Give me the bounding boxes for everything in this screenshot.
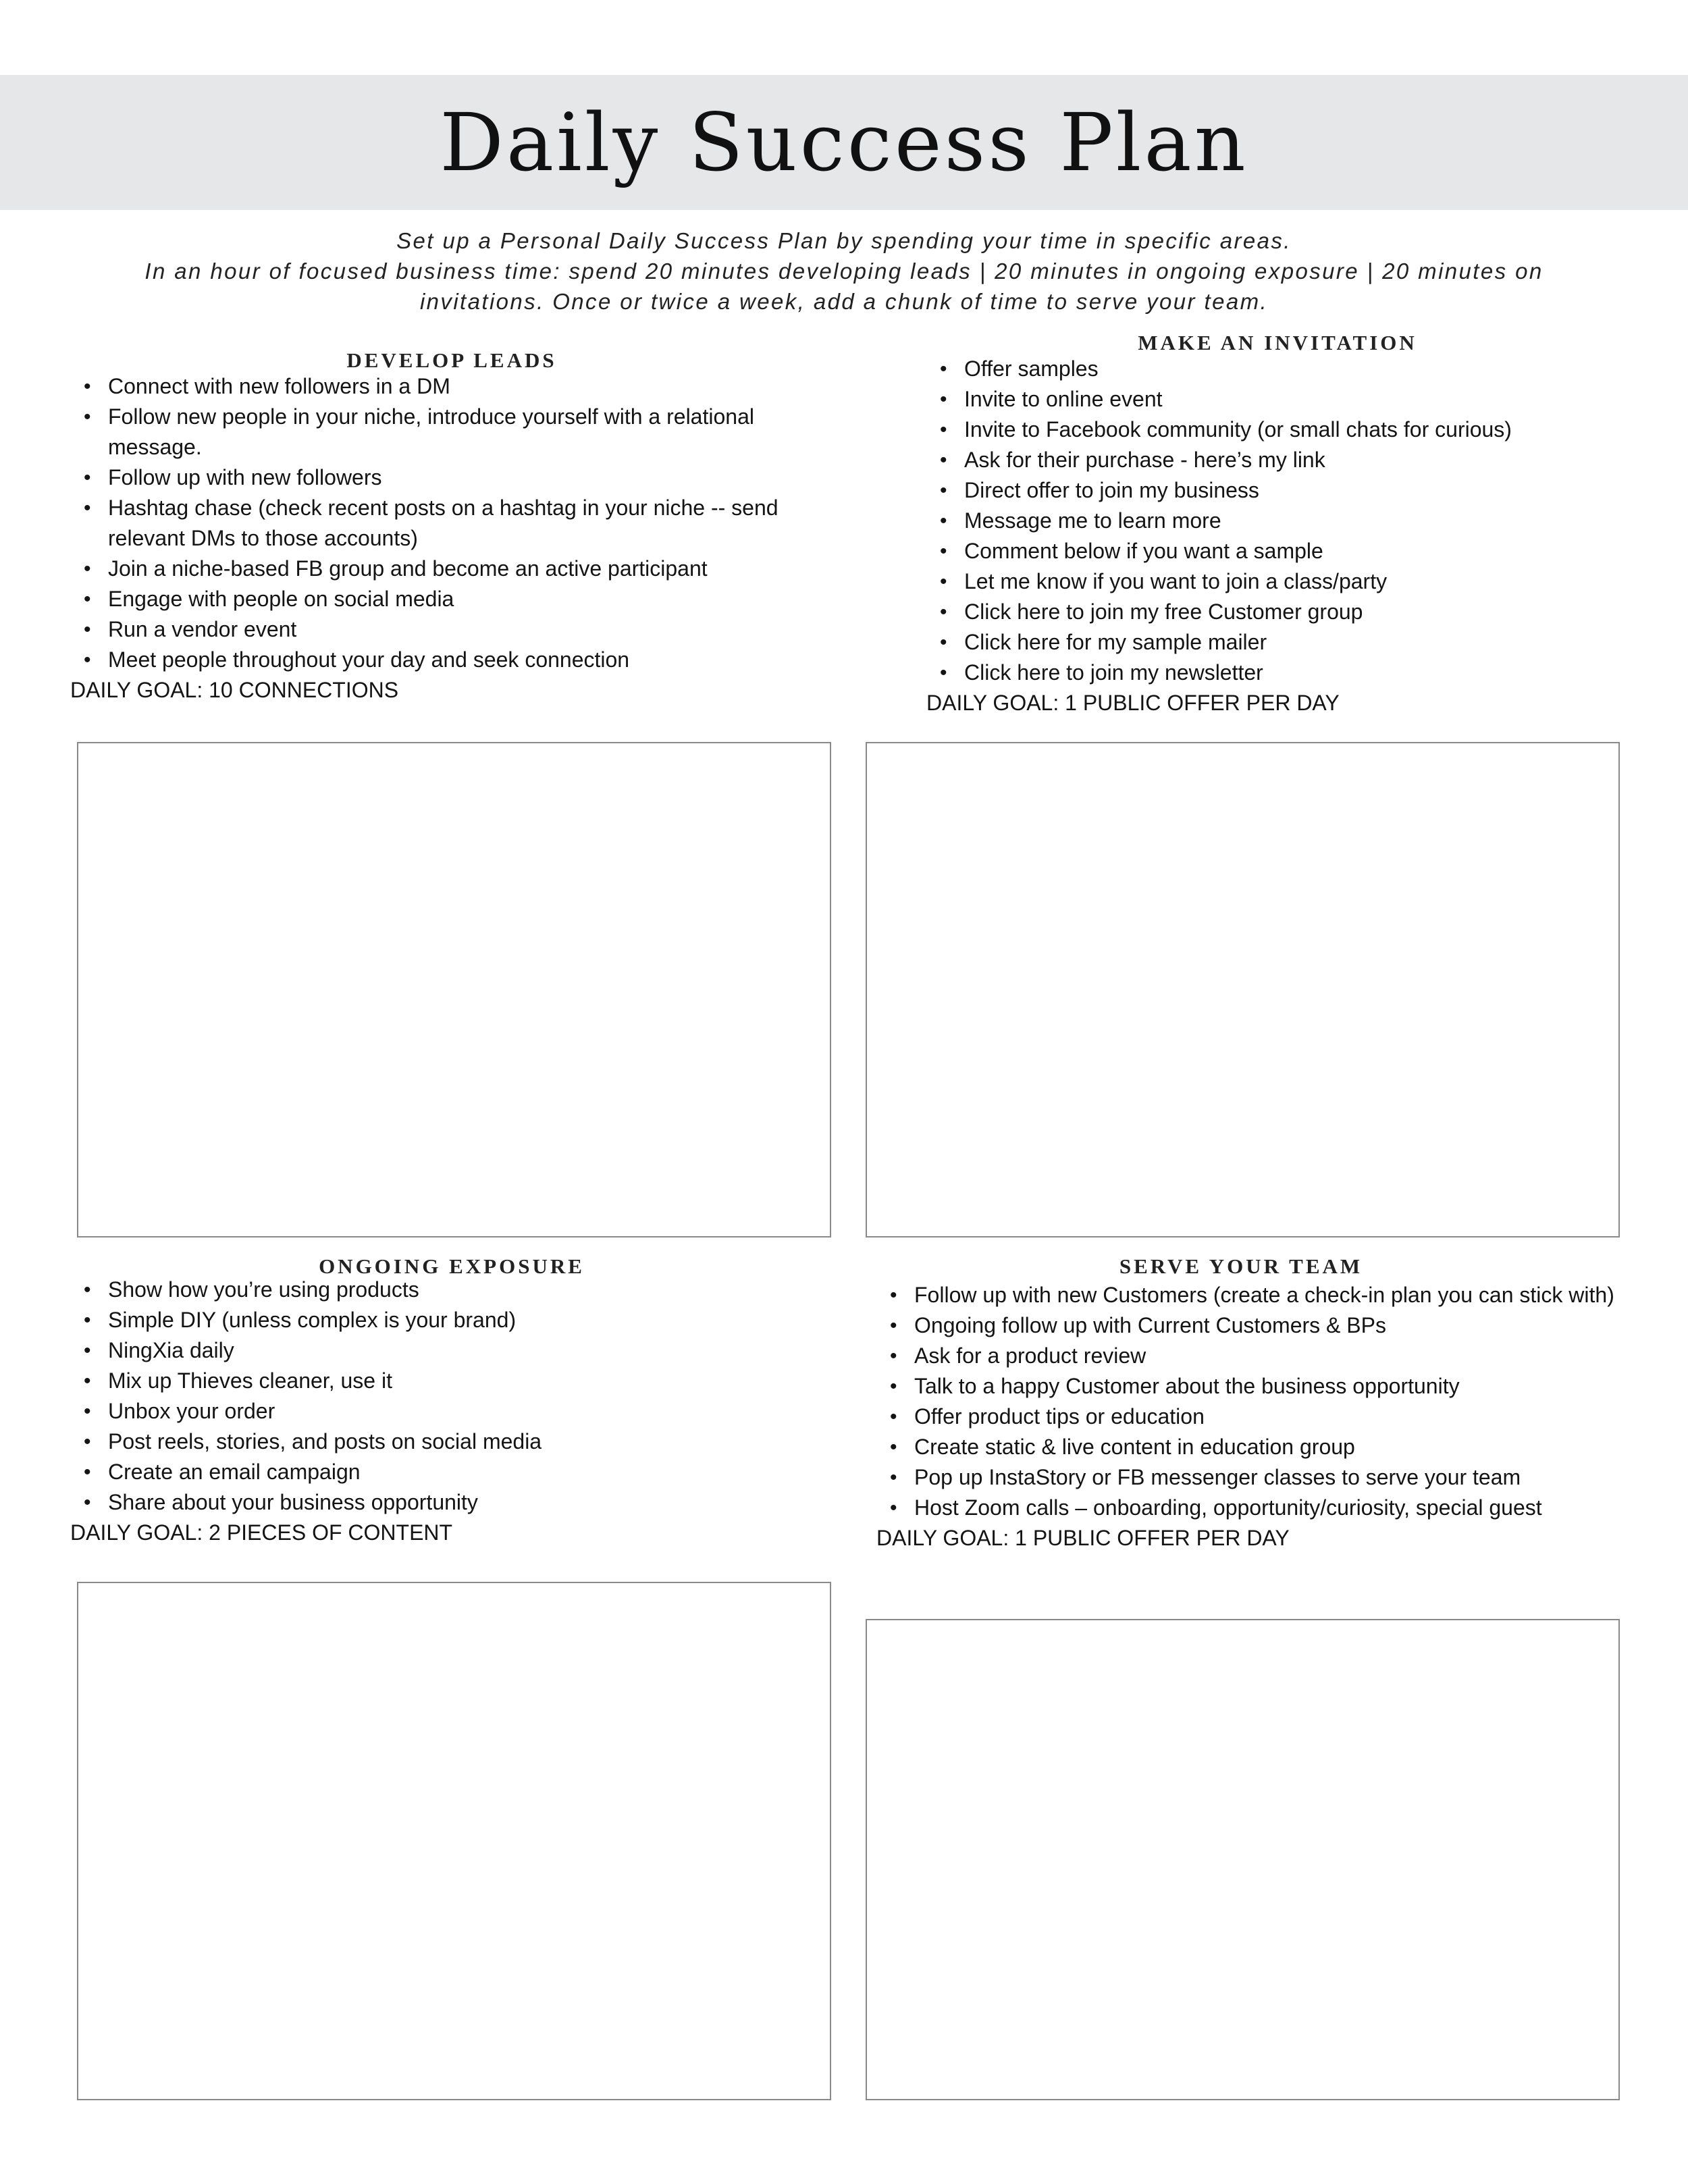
- section-develop-leads: [70, 347, 826, 705]
- list-item: • NingXia daily: [70, 1335, 826, 1366]
- list-item: • Simple DIY (unless complex is your brand): [70, 1305, 826, 1335]
- section-ongoing-exposure: [70, 1253, 826, 1548]
- notes-box-make-invitation[interactable]: [866, 742, 1620, 1237]
- list-item: • Ongoing follow up with Current Customers & BPs: [876, 1310, 1619, 1341]
- daily-goal: DAILY GOAL: 10 CONNECTIONS: [70, 678, 399, 702]
- intro-line: In an hour of focused business time: spend 20 minutes developing leads | 20 minutes in ongoing exposure | 20 minutes on invitations. Once or twice a week, add a chunk of time to serve your team.: [144, 259, 1544, 314]
- list-item: • Create an email campaign: [70, 1457, 826, 1487]
- list-item: • Offer product tips or education: [876, 1402, 1619, 1432]
- daily-goal: DAILY GOAL: 2 PIECES OF CONTENT: [70, 1520, 453, 1545]
- list-item: • Join a niche-based FB group and become an active participant: [70, 554, 826, 584]
- daily-goal: DAILY GOAL: 1 PUBLIC OFFER PER DAY: [926, 691, 1340, 715]
- list-item: • Share about your business opportunity: [70, 1487, 826, 1518]
- list-item: • Ask for their purchase - here’s my link: [926, 445, 1635, 475]
- list-item: • Ask for a product review: [876, 1341, 1619, 1371]
- list-item: • Comment below if you want a sample: [926, 536, 1635, 566]
- list-item: • Click here to join my newsletter: [926, 658, 1635, 688]
- section-title: SERVE YOUR TEAM: [1119, 1254, 1363, 1278]
- list-item: • Follow new people in your niche, introduce yourself with a relational message.: [70, 402, 826, 462]
- notes-box-ongoing-exposure[interactable]: [77, 1582, 831, 2100]
- list-item: • Follow up with new followers: [70, 462, 826, 493]
- list-item: • Host Zoom calls – onboarding, opportunity/curiosity, special guest: [876, 1493, 1619, 1523]
- list-item: • Unbox your order: [70, 1396, 826, 1427]
- list-item: • Follow up with new Customers (create a check-in plan you can stick with): [876, 1280, 1619, 1310]
- intro-text: [122, 225, 1566, 317]
- list-item: • Click here to join my free Customer group: [926, 597, 1635, 627]
- section-title: MAKE AN INVITATION: [1138, 331, 1417, 354]
- list-item: • Pop up InstaStory or FB messenger classes to serve your team: [876, 1462, 1619, 1493]
- section-title: DEVELOP LEADS: [346, 348, 557, 372]
- list-item: • Mix up Thieves cleaner, use it: [70, 1366, 826, 1396]
- list-item: • Connect with new followers in a DM: [70, 371, 826, 402]
- ongoing-exposure-list: [70, 1275, 826, 1518]
- list-item: • Talk to a happy Customer about the business opportunity: [876, 1371, 1619, 1402]
- list-item: • Direct offer to join my business: [926, 475, 1635, 506]
- develop-leads-list: [70, 371, 826, 675]
- list-item: • Invite to online event: [926, 384, 1635, 415]
- list-item: • Let me know if you want to join a class/party: [926, 566, 1635, 597]
- section-title: ONGOING EXPOSURE: [319, 1254, 585, 1278]
- list-item: • Hashtag chase (check recent posts on a hashtag in your niche -- send relevant DMs to those accounts): [70, 493, 826, 554]
- list-item: • Engage with people on social media: [70, 584, 826, 614]
- list-item: • Meet people throughout your day and seek connection: [70, 645, 826, 675]
- title-banner: [0, 75, 1688, 210]
- intro-line: Set up a Personal Daily Success Plan by spending your time in specific areas.: [396, 228, 1292, 253]
- list-item: • Offer samples: [926, 354, 1635, 384]
- section-make-invitation: [926, 329, 1635, 718]
- notes-box-serve-team[interactable]: [866, 1619, 1620, 2100]
- list-item: • Click here for my sample mailer: [926, 627, 1635, 658]
- daily-goal: DAILY GOAL: 1 PUBLIC OFFER PER DAY: [876, 1526, 1290, 1550]
- make-invitation-list: [926, 354, 1635, 688]
- list-item: • Message me to learn more: [926, 506, 1635, 536]
- section-serve-team: [876, 1253, 1619, 1553]
- list-item: • Show how you’re using products: [70, 1275, 826, 1305]
- page-title: Daily Success Plan: [440, 96, 1248, 189]
- serve-team-list: [876, 1280, 1619, 1523]
- list-item: • Post reels, stories, and posts on social media: [70, 1427, 826, 1457]
- list-item: • Invite to Facebook community (or small chats for curious): [926, 415, 1635, 445]
- notes-box-develop-leads[interactable]: [77, 742, 831, 1237]
- list-item: • Run a vendor event: [70, 614, 826, 645]
- list-item: • Create static & live content in education group: [876, 1432, 1619, 1462]
